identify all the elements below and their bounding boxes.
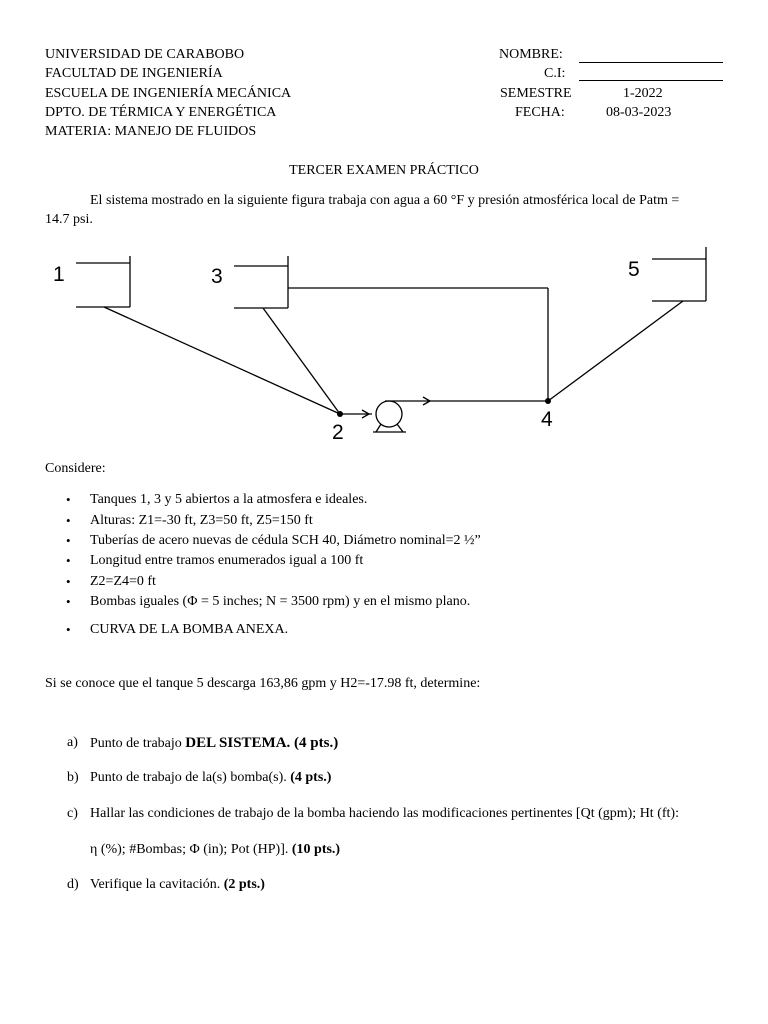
label-tank-5: 5: [628, 258, 640, 281]
bullet-icon: •: [66, 513, 71, 528]
given-statement: Si se conoce que el tanque 5 descarga 163,86 gpm y H2=-17.98 ft, determine:: [45, 676, 481, 691]
semestre-label: SEMESTRE: [500, 86, 572, 101]
university-name: UNIVERSIDAD DE CARABOBO: [45, 47, 245, 62]
question-letter: c): [67, 806, 78, 821]
bullet-icon: •: [66, 553, 71, 568]
node-4-dot: [545, 398, 551, 404]
considere-label: Considere:: [45, 461, 106, 476]
pipe-1-2: [104, 307, 340, 414]
department-name: DPTO. DE TÉRMICA Y ENERGÉTICA: [45, 105, 277, 120]
list-item-text: Z2=Z4=0 ft: [90, 574, 156, 589]
bullet-icon: •: [66, 492, 71, 507]
question-text: [90, 735, 338, 752]
question-text: [90, 877, 265, 893]
question-c-points: (10 pts.): [291, 842, 341, 857]
fecha-value: 08-03-2023: [606, 105, 672, 120]
exam-title: TERCER EXAMEN PRÁCTICO: [289, 163, 479, 178]
list-item-text: Tuberías de acero nuevas de cédula SCH 40, Diámetro nominal=2 ½”: [90, 533, 481, 548]
list-item-text: Tanques 1, 3 y 5 abiertos a la atmosfera e ideales.: [90, 492, 368, 507]
pump-leg-left: [376, 424, 381, 432]
question-text: [90, 770, 331, 786]
question-letter: d): [67, 877, 79, 892]
question-b-text: Punto de trabajo de la(s) bomba(s).: [90, 770, 291, 785]
question-text: [90, 842, 340, 858]
label-node-2: 2: [332, 421, 344, 444]
faculty-name: FACULTAD DE INGENIERÍA: [45, 66, 223, 81]
ci-field-line: [579, 80, 723, 81]
label-tank-1: 1: [53, 263, 65, 286]
school-name: ESCUELA DE INGENIERÍA MECÁNICA: [45, 86, 292, 101]
label-tank-3: 3: [211, 265, 223, 288]
node-2-dot: [337, 411, 343, 417]
piping-diagram: [0, 240, 768, 450]
question-c-text-line-1: Hallar las condiciones de trabajo de la bomba haciendo las modificaciones pertinentes [Qt (gpm); Ht (ft):: [90, 806, 679, 821]
nombre-field-line: [579, 62, 723, 63]
question-letter: b): [67, 770, 79, 785]
ci-label: C.I:: [544, 66, 566, 81]
intro-line-2: 14.7 psi.: [45, 212, 93, 227]
intro-line-1: El sistema mostrado en la siguiente figura trabaja con agua a 60 °F y presión atmosférica local de Patm =: [90, 193, 680, 208]
question-b-points: (4 pts.): [290, 770, 332, 785]
pump-symbol: [376, 401, 402, 427]
question-c-text-line-2: η (%); #Bombas; Φ (in); Pot (HP)].: [90, 842, 292, 857]
question-d-points: (2 pts.): [223, 877, 265, 892]
subject-name: MATERIA: MANEJO DE FLUIDOS: [45, 124, 257, 139]
list-item-text: Bombas iguales (Φ = 5 inches; N = 3500 rpm) y en el mismo plano.: [90, 594, 471, 609]
list-item-text: CURVA DE LA BOMBA ANEXA.: [90, 622, 289, 637]
bullet-icon: •: [66, 533, 71, 548]
list-item-text: Alturas: Z1=-30 ft, Z3=50 ft, Z5=150 ft: [90, 513, 313, 528]
label-node-4: 4: [541, 408, 553, 431]
semestre-value: 1-2022: [623, 86, 663, 101]
pump-leg-right: [397, 424, 403, 432]
pipe-3-2: [263, 308, 340, 414]
bullet-icon: •: [66, 622, 71, 637]
bullet-icon: •: [66, 574, 71, 589]
question-letter: a): [67, 735, 78, 750]
pipe-4-5: [548, 301, 683, 401]
bullet-icon: •: [66, 594, 71, 609]
question-a-text: Punto de trabajo: [90, 736, 186, 751]
question-d-text: Verifique la cavitación.: [90, 877, 224, 892]
nombre-label: NOMBRE:: [499, 47, 563, 62]
list-item-text: Longitud entre tramos enumerados igual a 100 ft: [90, 553, 364, 568]
fecha-label: FECHA:: [515, 105, 565, 120]
question-a-points: DEL SISTEMA. (4 pts.): [185, 735, 339, 751]
